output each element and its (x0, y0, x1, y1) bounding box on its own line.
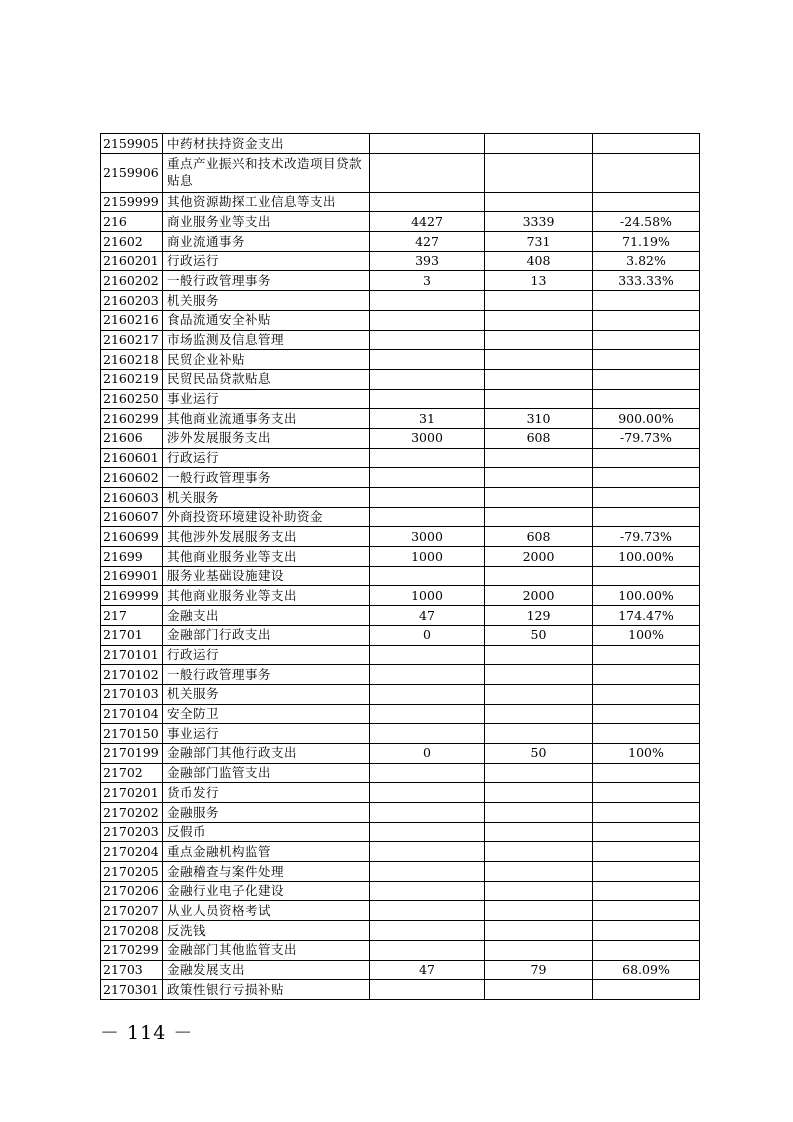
change-percent-cell (593, 724, 700, 744)
change-percent-cell: 100.00% (593, 547, 700, 567)
change-percent-cell: 100.00% (593, 586, 700, 606)
table-row (101, 645, 700, 665)
change-percent-cell (593, 862, 700, 882)
prior-year-value-cell (370, 330, 485, 350)
subject-code-cell: 2160202 (101, 271, 163, 291)
change-percent-cell: 900.00% (593, 409, 700, 429)
change-percent-cell (593, 330, 700, 350)
subject-code-cell: 2160250 (101, 389, 163, 409)
prior-year-value-cell (370, 822, 485, 842)
table-row (101, 566, 700, 586)
change-percent-cell (593, 192, 700, 212)
prior-year-value-cell (370, 488, 485, 508)
subject-name-cell: 其他商业流通事务支出 (163, 409, 370, 429)
prior-year-value-cell (370, 310, 485, 330)
prior-year-value-cell (370, 881, 485, 901)
subject-code-cell: 2160607 (101, 507, 163, 527)
current-year-value-cell (485, 566, 593, 586)
change-percent-cell (593, 488, 700, 508)
prior-year-value-cell (370, 291, 485, 311)
change-percent-cell: 100% (593, 743, 700, 763)
subject-name-cell: 重点金融机构监管 (163, 842, 370, 862)
current-year-value-cell (485, 488, 593, 508)
prior-year-value-cell (370, 134, 485, 154)
current-year-value-cell (485, 940, 593, 960)
prior-year-value-cell: 0 (370, 743, 485, 763)
current-year-value-cell (485, 862, 593, 882)
current-year-value-cell: 50 (485, 625, 593, 645)
table-row (101, 803, 700, 823)
subject-code-cell: 2170299 (101, 940, 163, 960)
change-percent-cell (593, 881, 700, 901)
prior-year-value-cell (370, 724, 485, 744)
subject-code-cell: 2170208 (101, 921, 163, 941)
current-year-value-cell (485, 330, 593, 350)
prior-year-value-cell: 3000 (370, 527, 485, 547)
change-percent-cell (593, 842, 700, 862)
subject-code-cell: 2160219 (101, 369, 163, 389)
subject-name-cell: 金融行业电子化建设 (163, 881, 370, 901)
subject-name-cell: 金融部门其他监管支出 (163, 940, 370, 960)
change-percent-cell (593, 566, 700, 586)
table-row (101, 586, 700, 606)
current-year-value-cell: 608 (485, 428, 593, 448)
current-year-value-cell: 2000 (485, 547, 593, 567)
table-row (101, 271, 700, 291)
current-year-value-cell (485, 724, 593, 744)
subject-name-cell: 机关服务 (163, 488, 370, 508)
current-year-value-cell: 731 (485, 232, 593, 252)
change-percent-cell (593, 901, 700, 921)
subject-code-cell: 2170202 (101, 803, 163, 823)
table-row (101, 428, 700, 448)
table-row (101, 153, 700, 192)
prior-year-value-cell (370, 901, 485, 921)
subject-name-cell: 金融支出 (163, 606, 370, 626)
prior-year-value-cell (370, 350, 485, 370)
subject-code-cell: 2159906 (101, 153, 163, 192)
table-row (101, 507, 700, 527)
table-row (101, 330, 700, 350)
prior-year-value-cell: 47 (370, 960, 485, 980)
subject-name-cell: 服务业基础设施建设 (163, 566, 370, 586)
prior-year-value-cell (370, 468, 485, 488)
subject-code-cell: 2170150 (101, 724, 163, 744)
change-percent-cell (593, 763, 700, 783)
subject-code-cell: 2160601 (101, 448, 163, 468)
table-row (101, 921, 700, 941)
change-percent-cell: -24.58% (593, 212, 700, 232)
subject-code-cell: 2160216 (101, 310, 163, 330)
subject-code-cell: 2160299 (101, 409, 163, 429)
change-percent-cell: -79.73% (593, 527, 700, 547)
subject-code-cell: 2160699 (101, 527, 163, 547)
subject-name-cell: 金融服务 (163, 803, 370, 823)
subject-code-cell: 21701 (101, 625, 163, 645)
prior-year-value-cell: 1000 (370, 586, 485, 606)
subject-name-cell: 中药材扶持资金支出 (163, 134, 370, 154)
subject-name-cell: 行政运行 (163, 448, 370, 468)
subject-name-cell: 一般行政管理事务 (163, 468, 370, 488)
current-year-value-cell (485, 507, 593, 527)
subject-name-cell: 民贸企业补贴 (163, 350, 370, 370)
current-year-value-cell (485, 291, 593, 311)
current-year-value-cell: 129 (485, 606, 593, 626)
subject-name-cell: 金融部门行政支出 (163, 625, 370, 645)
table-row (101, 822, 700, 842)
table-row (101, 251, 700, 271)
prior-year-value-cell: 47 (370, 606, 485, 626)
change-percent-cell (593, 153, 700, 192)
subject-name-cell: 行政运行 (163, 251, 370, 271)
current-year-value-cell: 50 (485, 743, 593, 763)
prior-year-value-cell (370, 389, 485, 409)
prior-year-value-cell: 3 (370, 271, 485, 291)
subject-name-cell: 事业运行 (163, 724, 370, 744)
prior-year-value-cell (370, 448, 485, 468)
change-percent-cell (593, 291, 700, 311)
subject-code-cell: 2160603 (101, 488, 163, 508)
budget-table (100, 133, 700, 1000)
subject-code-cell: 2159905 (101, 134, 163, 154)
prior-year-value-cell: 1000 (370, 547, 485, 567)
table-row (101, 192, 700, 212)
subject-code-cell: 2170301 (101, 980, 163, 1000)
table-row (101, 704, 700, 724)
subject-name-cell: 从业人员资格考试 (163, 901, 370, 921)
table-row (101, 783, 700, 803)
current-year-value-cell: 3339 (485, 212, 593, 232)
table-row (101, 665, 700, 685)
change-percent-cell: 333.33% (593, 271, 700, 291)
subject-name-cell: 外商投资环境建设补助资金 (163, 507, 370, 527)
table-row (101, 862, 700, 882)
subject-code-cell: 21699 (101, 547, 163, 567)
current-year-value-cell: 608 (485, 527, 593, 547)
subject-code-cell: 216 (101, 212, 163, 232)
table-row (101, 980, 700, 1000)
change-percent-cell: -79.73% (593, 428, 700, 448)
prior-year-value-cell (370, 842, 485, 862)
table-row (101, 468, 700, 488)
subject-code-cell: 2160602 (101, 468, 163, 488)
table-row (101, 743, 700, 763)
subject-name-cell: 金融部门监管支出 (163, 763, 370, 783)
prior-year-value-cell (370, 153, 485, 192)
subject-name-cell: 安全防卫 (163, 704, 370, 724)
change-percent-cell (593, 448, 700, 468)
prior-year-value-cell (370, 507, 485, 527)
subject-name-cell: 其他资源勘探工业信息等支出 (163, 192, 370, 212)
prior-year-value-cell: 3000 (370, 428, 485, 448)
prior-year-value-cell: 4427 (370, 212, 485, 232)
current-year-value-cell (485, 350, 593, 370)
change-percent-cell (593, 803, 700, 823)
table-row (101, 625, 700, 645)
table-row (101, 547, 700, 567)
subject-name-cell: 商业流通事务 (163, 232, 370, 252)
subject-name-cell: 一般行政管理事务 (163, 665, 370, 685)
subject-code-cell: 2170206 (101, 881, 163, 901)
subject-code-cell: 2160203 (101, 291, 163, 311)
subject-code-cell: 2160218 (101, 350, 163, 370)
change-percent-cell: 100% (593, 625, 700, 645)
current-year-value-cell: 408 (485, 251, 593, 271)
prior-year-value-cell (370, 665, 485, 685)
subject-code-cell: 21703 (101, 960, 163, 980)
change-percent-cell (593, 389, 700, 409)
current-year-value-cell (485, 763, 593, 783)
table-row (101, 527, 700, 547)
prior-year-value-cell: 427 (370, 232, 485, 252)
change-percent-cell (593, 310, 700, 330)
current-year-value-cell (485, 901, 593, 921)
subject-name-cell: 其他商业服务业等支出 (163, 586, 370, 606)
current-year-value-cell (485, 783, 593, 803)
change-percent-cell (593, 468, 700, 488)
subject-name-cell: 机关服务 (163, 291, 370, 311)
prior-year-value-cell: 393 (370, 251, 485, 271)
table-row (101, 212, 700, 232)
subject-code-cell: 21606 (101, 428, 163, 448)
change-percent-cell (593, 783, 700, 803)
subject-code-cell: 2169901 (101, 566, 163, 586)
table-row (101, 842, 700, 862)
table-row (101, 488, 700, 508)
current-year-value-cell (485, 153, 593, 192)
change-percent-cell (593, 665, 700, 685)
subject-name-cell: 其他商业服务业等支出 (163, 547, 370, 567)
subject-name-cell: 食品流通安全补贴 (163, 310, 370, 330)
current-year-value-cell: 79 (485, 960, 593, 980)
table-row (101, 409, 700, 429)
change-percent-cell (593, 684, 700, 704)
subject-code-cell: 2170203 (101, 822, 163, 842)
subject-code-cell: 2160217 (101, 330, 163, 350)
table-row (101, 389, 700, 409)
change-percent-cell (593, 704, 700, 724)
subject-code-cell: 2170103 (101, 684, 163, 704)
subject-code-cell: 2169999 (101, 586, 163, 606)
change-percent-cell (593, 940, 700, 960)
subject-name-cell: 重点产业振兴和技术改造项目贷款贴息 (163, 153, 370, 192)
subject-code-cell: 21602 (101, 232, 163, 252)
current-year-value-cell: 13 (485, 271, 593, 291)
change-percent-cell: 3.82% (593, 251, 700, 271)
table-row (101, 940, 700, 960)
subject-code-cell: 2170104 (101, 704, 163, 724)
subject-name-cell: 反洗钱 (163, 921, 370, 941)
current-year-value-cell (485, 389, 593, 409)
subject-name-cell: 市场监测及信息管理 (163, 330, 370, 350)
table-row (101, 291, 700, 311)
prior-year-value-cell (370, 763, 485, 783)
subject-name-cell: 机关服务 (163, 684, 370, 704)
current-year-value-cell (485, 448, 593, 468)
current-year-value-cell: 310 (485, 409, 593, 429)
table-row (101, 606, 700, 626)
prior-year-value-cell (370, 862, 485, 882)
current-year-value-cell (485, 842, 593, 862)
subject-name-cell: 金融部门其他行政支出 (163, 743, 370, 763)
current-year-value-cell (485, 310, 593, 330)
table-row (101, 881, 700, 901)
change-percent-cell: 174.47% (593, 606, 700, 626)
budget-table-body (101, 134, 700, 1000)
subject-name-cell: 其他涉外发展服务支出 (163, 527, 370, 547)
subject-name-cell: 货币发行 (163, 783, 370, 803)
subject-code-cell: 2170102 (101, 665, 163, 685)
current-year-value-cell (485, 645, 593, 665)
prior-year-value-cell (370, 921, 485, 941)
subject-name-cell: 涉外发展服务支出 (163, 428, 370, 448)
subject-name-cell: 民贸民品贷款贴息 (163, 369, 370, 389)
prior-year-value-cell (370, 684, 485, 704)
table-row (101, 232, 700, 252)
change-percent-cell (593, 645, 700, 665)
current-year-value-cell (485, 369, 593, 389)
current-year-value-cell (485, 980, 593, 1000)
subject-code-cell: 2170205 (101, 862, 163, 882)
table-row (101, 763, 700, 783)
prior-year-value-cell (370, 369, 485, 389)
current-year-value-cell (485, 921, 593, 941)
prior-year-value-cell: 31 (370, 409, 485, 429)
subject-code-cell: 2170204 (101, 842, 163, 862)
prior-year-value-cell (370, 645, 485, 665)
page-number: － 114 － (100, 1022, 194, 1044)
subject-code-cell: 21702 (101, 763, 163, 783)
subject-name-cell: 商业服务业等支出 (163, 212, 370, 232)
current-year-value-cell (485, 468, 593, 488)
change-percent-cell: 68.09% (593, 960, 700, 980)
current-year-value-cell (485, 684, 593, 704)
prior-year-value-cell (370, 192, 485, 212)
current-year-value-cell: 2000 (485, 586, 593, 606)
subject-code-cell: 2170199 (101, 743, 163, 763)
table-row (101, 369, 700, 389)
subject-code-cell: 2159999 (101, 192, 163, 212)
current-year-value-cell (485, 704, 593, 724)
subject-code-cell: 2170101 (101, 645, 163, 665)
table-row (101, 684, 700, 704)
table-row (101, 960, 700, 980)
prior-year-value-cell (370, 566, 485, 586)
subject-name-cell: 反假币 (163, 822, 370, 842)
prior-year-value-cell (370, 704, 485, 724)
change-percent-cell (593, 369, 700, 389)
subject-name-cell: 政策性银行亏损补贴 (163, 980, 370, 1000)
table-row (101, 310, 700, 330)
change-percent-cell (593, 980, 700, 1000)
subject-name-cell: 金融发展支出 (163, 960, 370, 980)
change-percent-cell (593, 822, 700, 842)
subject-name-cell: 行政运行 (163, 645, 370, 665)
table-row (101, 448, 700, 468)
subject-code-cell: 2170201 (101, 783, 163, 803)
change-percent-cell (593, 350, 700, 370)
table-row (101, 901, 700, 921)
table-row (101, 134, 700, 154)
current-year-value-cell (485, 192, 593, 212)
prior-year-value-cell: 0 (370, 625, 485, 645)
current-year-value-cell (485, 665, 593, 685)
change-percent-cell (593, 507, 700, 527)
subject-name-cell: 事业运行 (163, 389, 370, 409)
prior-year-value-cell (370, 940, 485, 960)
change-percent-cell (593, 134, 700, 154)
current-year-value-cell (485, 134, 593, 154)
subject-name-cell: 金融稽查与案件处理 (163, 862, 370, 882)
current-year-value-cell (485, 822, 593, 842)
current-year-value-cell (485, 881, 593, 901)
prior-year-value-cell (370, 980, 485, 1000)
subject-code-cell: 217 (101, 606, 163, 626)
subject-code-cell: 2170207 (101, 901, 163, 921)
subject-name-cell: 一般行政管理事务 (163, 271, 370, 291)
change-percent-cell: 71.19% (593, 232, 700, 252)
table-row (101, 350, 700, 370)
prior-year-value-cell (370, 783, 485, 803)
change-percent-cell (593, 921, 700, 941)
prior-year-value-cell (370, 803, 485, 823)
table-row (101, 724, 700, 744)
subject-code-cell: 2160201 (101, 251, 163, 271)
current-year-value-cell (485, 803, 593, 823)
